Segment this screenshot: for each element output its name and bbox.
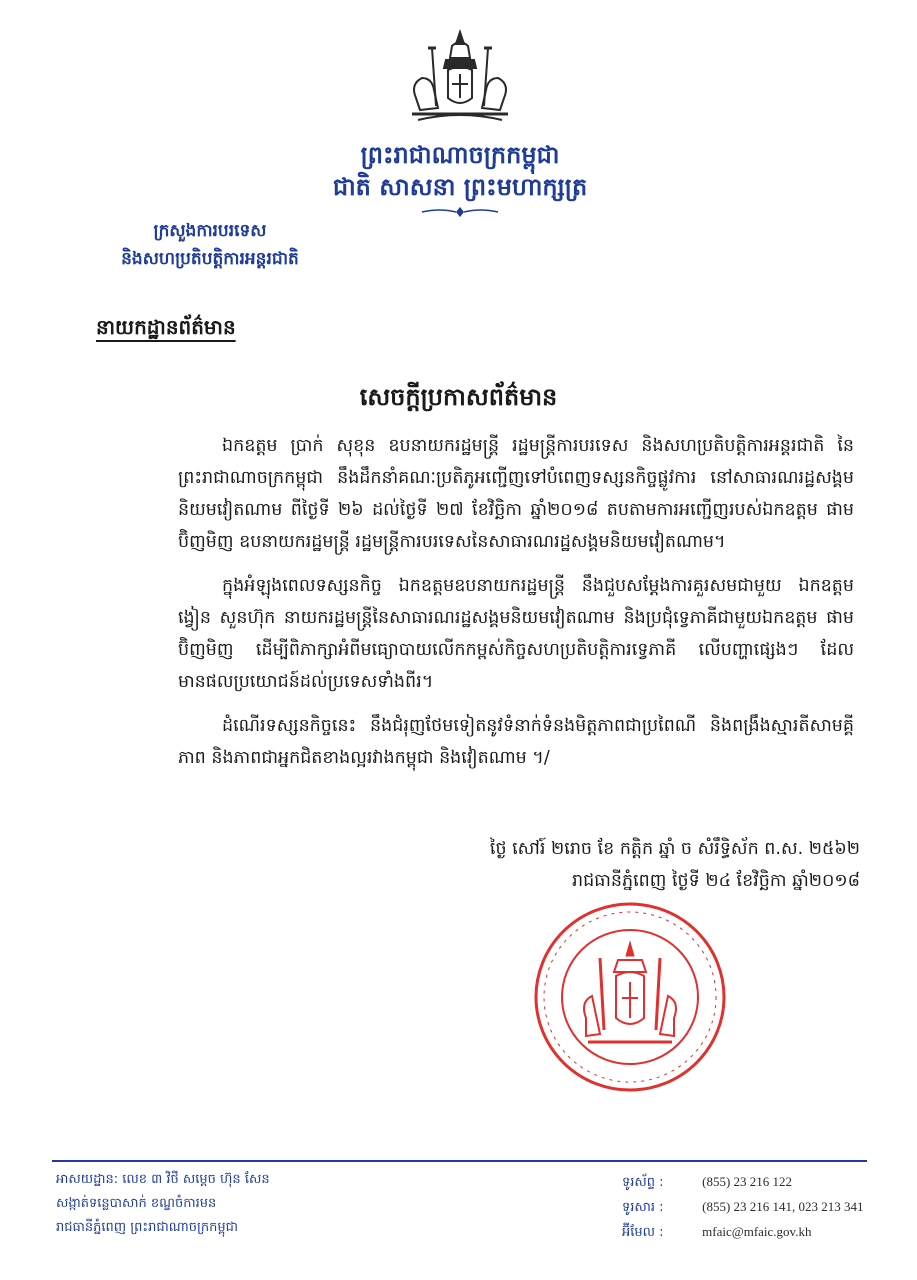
phone-value: (855) 23 216 122 <box>702 1174 793 1189</box>
address-line: សង្កាត់ទន្លេបាសាក់ ខណ្ឌចំការមន <box>56 1196 217 1211</box>
lunar-date: ថ្ងៃ សៅរ៍ ២រោច ខែ កត្តិក ឆ្នាំ ច សំរឹទ្ធិស័ក ព.ស. ២៥៦២ <box>489 839 860 859</box>
paragraph: ឯកឧត្តម ប្រាក់ សុខុន ឧបនាយករដ្ឋមន្ត្រី រដ្ឋមន្ត្រីការបរទេស និងសហប្រតិបត្តិការអន្តរជាតិ នៃព្រះរាជាណាចក្រកម្ពុជា នឹងដឹកនាំគណៈប្រតិភូអញ្ជើញទៅបំពេញទស្សនកិច្ចផ្លូវការ នៅសាធារណរដ្ឋសង្គមនិយមវៀតណាម ពីថ្ងៃទី ២៦ ដល់ថ្ងៃទី ២៧ ខែវិច្ឆិកា ឆ្នាំ២០១៨ តបតាមការអញ្ជើញរបស់ឯកឧត្តម ផាម ប៊ិញមិញ ឧបនាយករដ្ឋមន្ត្រី រដ្ឋមន្ត្រីការបរទេសនៃសាធារណរដ្ឋសង្គមនិយមវៀតណាម។ <box>178 436 854 552</box>
date-block <box>470 833 860 897</box>
email-row <box>622 1220 882 1245</box>
kingdom-name: ព្រះរាជាណាចក្រកម្ពុជា <box>360 141 560 169</box>
paragraph: ដំណើរទស្សនកិច្ចនេះ នឹងជំរុញថែមទៀតនូវទំនាក់ទំនងមិត្តភាពជាប្រពៃណី និងពង្រឹងស្មារតីសាមគ្គីភាព និងភាពជាអ្នកជិតខាងល្អរវាងកម្ពុជា និងវៀតណាម ។/ <box>178 716 854 768</box>
document-title: សេចក្តីប្រកាសព័ត៌មាន <box>359 383 558 411</box>
body-text <box>178 430 854 786</box>
ministry-name: ក្រសួងការបរទេស <box>153 221 267 241</box>
royal-coat-of-arms-icon <box>402 28 518 128</box>
ministry-name-continued: និងសហប្រតិបត្តិការអន្តរជាតិ <box>121 249 299 269</box>
email-label: អ៊ីមែល : <box>622 1225 664 1240</box>
phone-row <box>622 1170 882 1195</box>
fax-row <box>622 1195 882 1220</box>
ministry-seal-icon <box>530 898 730 1096</box>
phone-label: ទូរស័ព្ទ : <box>622 1175 664 1190</box>
footer-divider <box>52 1160 867 1162</box>
address-line: រាជធានីភ្នំពេញ ព្រះរាជាណាចក្រកម្ពុជា <box>56 1220 238 1235</box>
address-line: អាសយដ្ឋាន: លេខ ៣ វិថី សម្តេច ហ៊ុន សែន <box>56 1172 270 1187</box>
department-name: នាយកដ្ឋានព័ត៌មាន <box>96 315 236 339</box>
national-motto: ជាតិ សាសនា ព្រះមហាក្សត្រ <box>332 173 588 201</box>
solar-date: រាជធានីភ្នំពេញ ថ្ងៃទី ២៤ ខែវិច្ឆិកា ឆ្នាំ២០១៨ <box>572 871 860 891</box>
footer-address <box>56 1168 476 1240</box>
ornament-divider-icon <box>420 206 500 218</box>
email-link[interactable]: mfaic@mfaic.gov.kh <box>702 1224 812 1239</box>
footer-contact <box>622 1170 882 1245</box>
paragraph: ក្នុងអំឡុងពេលទស្សនកិច្ច ឯកឧត្តមឧបនាយករដ្ឋមន្ត្រី នឹងជួបសម្តែងការគួរសមជាមួយ ឯកឧត្តម ង្វៀន សួនហ៊ុក នាយករដ្ឋមន្ត្រីនៃសាធារណរដ្ឋសង្គមនិយមវៀតណាម និងប្រជុំទ្វេភាគីជាមួយឯកឧត្តម ផាម ប៊ិញមិញ ដើម្បីពិភាក្សាអំពីមធ្យោបាយលើកកម្ពស់កិច្ចសហប្រតិបត្តិការទ្វេភាគី លើបញ្ហាផ្សេងៗ ដែលមានផលប្រយោជន៍ដល់ប្រទេសទាំងពីរ។ <box>178 576 854 692</box>
fax-label: ទូរសារ : <box>622 1200 664 1215</box>
fax-value: (855) 23 216 141, 023 213 341 <box>702 1199 864 1214</box>
